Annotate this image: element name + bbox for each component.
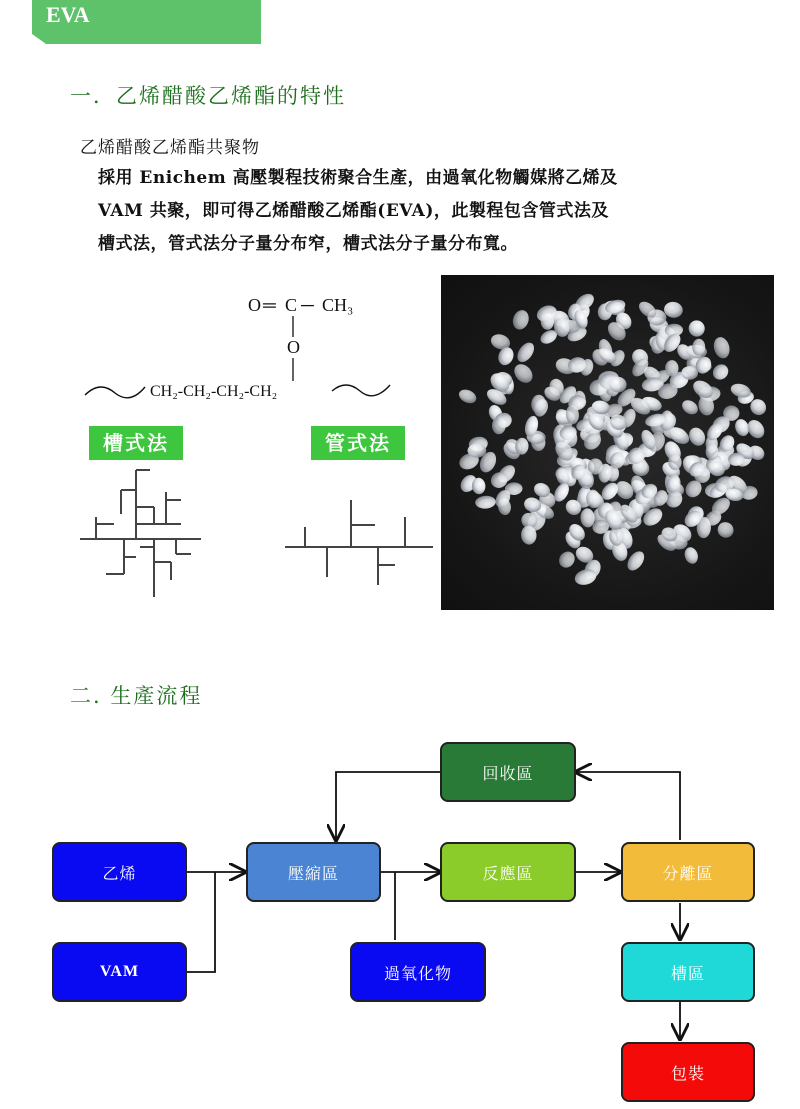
- flow-box-recycle: 回收區: [440, 742, 576, 802]
- pellet: [710, 361, 732, 382]
- formula-ch3: CH₃: [322, 295, 354, 315]
- formula-single-bond: ─: [301, 295, 314, 315]
- pellet: [457, 387, 479, 406]
- paragraph-line-2: VAM 共聚，即可得乙烯醋酸乙烯酯(EVA)，此製程包含管式法及: [98, 201, 609, 221]
- header-tab-label: EVA: [46, 2, 90, 27]
- pellet: [686, 317, 708, 339]
- paragraph-line-3: 槽式法，管式法分子量分布窄，槽式法分子量分布寬。: [98, 234, 518, 254]
- tube-method-branch-diagram: [283, 495, 433, 590]
- section1-paragraph: [98, 162, 778, 261]
- pellet: [609, 377, 626, 393]
- flow-box-ethylene: 乙烯: [52, 842, 187, 902]
- pellet: [679, 397, 700, 417]
- section1-subtitle: 乙烯醋酸乙烯酯共聚物: [80, 138, 260, 158]
- pellet: [510, 308, 531, 332]
- flow-box-compression: 壓縮區: [246, 842, 381, 902]
- section2-heading: 二. 生產流程: [70, 684, 203, 708]
- pellet: [683, 546, 700, 566]
- pellet: [556, 548, 578, 570]
- pellet: [514, 340, 537, 366]
- pellet: [511, 361, 537, 387]
- pellet: [624, 548, 648, 573]
- formula-carbon: C: [285, 295, 298, 315]
- eva-structure-formula: [80, 285, 410, 409]
- pellet: [475, 495, 496, 509]
- flow-box-separation: 分離區: [621, 842, 755, 902]
- formula-double-bond: ═: [263, 295, 276, 315]
- badge-tank-method: 槽式法: [89, 426, 183, 460]
- flow-box-tank: 槽區: [621, 942, 755, 1002]
- pellet: [468, 444, 487, 458]
- badge-tube-method: 管式法: [311, 426, 405, 460]
- formula-svg: [80, 285, 410, 405]
- eva-pellets-image: [441, 275, 774, 610]
- pellet: [686, 425, 708, 449]
- formula-ester-o: O: [287, 337, 300, 357]
- flow-box-peroxide: 過氧化物: [350, 942, 486, 1002]
- eva-pellets-photo: [441, 275, 774, 610]
- formula-chain: CH₂-CH₂-CH₂-CH₂: [150, 383, 278, 400]
- flow-box-reaction: 反應區: [440, 842, 576, 902]
- paragraph-line-1: 採用 Enichem 高壓製程技術聚合生產，由過氧化物觸媒將乙烯及: [98, 168, 618, 188]
- section1-heading: 一．乙烯醋酸乙烯酯的特性: [70, 84, 346, 108]
- chain-wave-left: [85, 387, 145, 398]
- tank-method-branch-diagram: [76, 462, 216, 602]
- flow-box-vam: VAM: [52, 942, 187, 1002]
- pellet: [711, 335, 732, 360]
- formula-top-o: O: [248, 295, 261, 315]
- flow-box-packaging: 包裝: [621, 1042, 755, 1102]
- chain-wave-right: [332, 385, 390, 396]
